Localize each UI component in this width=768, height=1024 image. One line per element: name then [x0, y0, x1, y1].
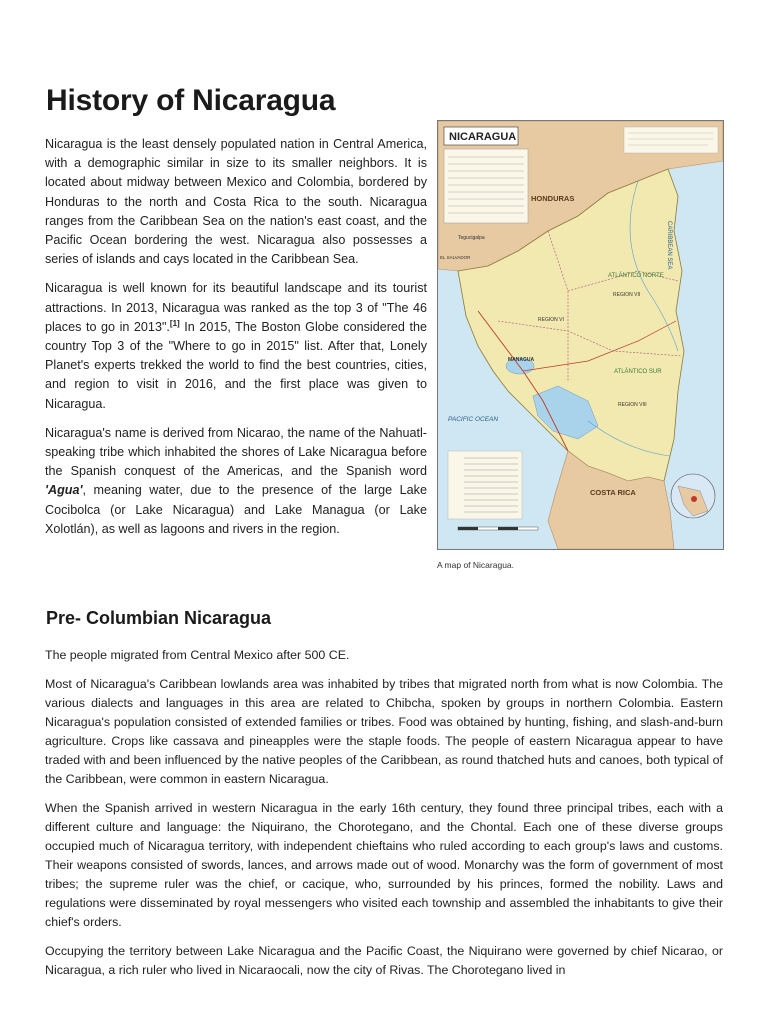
section-paragraph-1: The people migrated from Central Mexico after 500 CE.: [45, 648, 350, 662]
emphasized-word: 'Agua': [45, 483, 83, 498]
paragraph-text: Nicaragua is well known for its beautiful landscape and its tourist attractions. In 2013, Nicaragua was ranked as the top 3 of "The 46 places to go in 2013".: [45, 281, 427, 334]
label-region-viii: REGION VIII: [618, 402, 647, 408]
section-paragraph-4: Occupying the territory between Lake Nicaragua and the Pacific Coast, the Niquirano were governed by chief Nicarao, or Nicaragua, a rich ruler who lived in Nicaraocali, now the city of Rivas. The Chorotegano lived in: [45, 944, 723, 977]
intro-paragraph-2: [45, 279, 427, 413]
label-atlantico-norte: ATLÁNTICO NORTE: [608, 273, 664, 279]
label-managua: MANAGUA: [508, 357, 535, 363]
label-region-vi: REGION VI: [538, 317, 564, 323]
label-caribbean-sea: CARIBBEAN SEA: [666, 221, 672, 270]
paragraph-text: , meaning water, due to the presence of the large Lake Cocibolca (or Lake Nicaragua) and Lake Managua (or Lake Xolotlán), as well as lagoons and rivers in the region.: [45, 483, 427, 536]
section-heading: Pre- Columbian Nicaragua: [46, 608, 272, 628]
page-title: History of Nicaragua: [46, 84, 336, 117]
label-pacific-ocean: PACIFIC OCEAN: [448, 416, 499, 423]
map-scale-bar: [458, 527, 538, 530]
footnote-reference[interactable]: [1]: [169, 318, 180, 328]
map-title: NICARAGUA: [449, 131, 517, 143]
map-notes: [624, 127, 718, 153]
intro-paragraph-3: [45, 424, 427, 539]
section-paragraph-2: Most of Nicaragua's Caribbean lowlands area was inhabited by tribes that migrated north from what is now Colombia. The various dialects and languages in this area are related to Chibcha, spoken by groups in northern Colombia. Eastern Nicaragua's population consisted of extended families or tribes. Food was obtained by hunting, fishing, and slash-and-burn agriculture. Crops like cassava and pineapples were the staple foods. The people of eastern Nicaragua appear to have traded with and been influenced by the native peoples of the Caribbean, as round thatched huts and canoes, both typical of the Caribbean, were common in eastern Nicaragua.: [45, 677, 723, 786]
section-paragraph-3: When the Spanish arrived in western Nicaragua in the early 16th century, they found three principal tribes, each with a different culture and language: the Niquirano, the Chorotegano, and the Chontal. Each one of these diverse groups occupied much of Nicaragua territory, with independent chieftains who ruled according to each group's laws and customs. Their weapons consisted of swords, lances, and arrows made out of wood. Monarchy was the form of government of most tribes; the supreme ruler was the chief, or cacique, who, surrounded by his princes, formed the nobility. Laws and regulations were disseminated by royal messengers who visited each township and assembled the inhabitants to give their chief's orders.: [45, 801, 723, 929]
map-image[interactable]: [437, 120, 724, 550]
map-legend: [448, 451, 522, 519]
label-tegucigalpa: Tegucigalpa: [458, 235, 485, 241]
intro-paragraph-1: Nicaragua is the least densely populated nation in Central America, with a demographic similar in size to its smaller neighbors. It is located about midway between Mexico and Colombia, bordered by Honduras to the north and Costa Rica to the south. Nicaragua ranges from the Caribbean Sea on the nation's east coast, and the Pacific Ocean bordering the west. Nicaragua also possesses a series of islands and cays located in the Caribbean Sea.: [45, 137, 427, 267]
label-region-vii: REGION VII: [613, 292, 641, 298]
label-atlantico-sur: ATLÁNTICO SUR: [614, 369, 662, 375]
location-marker: [691, 496, 697, 502]
label-honduras: HONDURAS: [531, 194, 575, 203]
intro-text: [45, 135, 427, 549]
region-legend: [444, 149, 528, 223]
section-body: [45, 646, 723, 990]
map-caption: A map of Nicaragua.: [437, 560, 515, 570]
label-costa-rica: COSTA RICA: [590, 488, 636, 497]
nicaragua-map: [438, 121, 723, 549]
paragraph-text: In 2015, The Boston Globe considered the country Top 3 of the "Where to go in 2015" list. After that, Lonely Planet's experts trekked the world to find the best countries, cities, and region to visit in 2016, and the first place was given to Nicaragua.: [45, 319, 427, 411]
map-figure: [437, 120, 724, 570]
paragraph-text: Nicaragua's name is derived from Nicarao, the name of the Nahuatl-speaking tribe which inhabited the shores of Lake Nicaragua before the Spanish conquest of the Americas, and the Spanish word: [45, 425, 427, 479]
label-el-salvador: EL SALVADOR: [440, 255, 471, 260]
